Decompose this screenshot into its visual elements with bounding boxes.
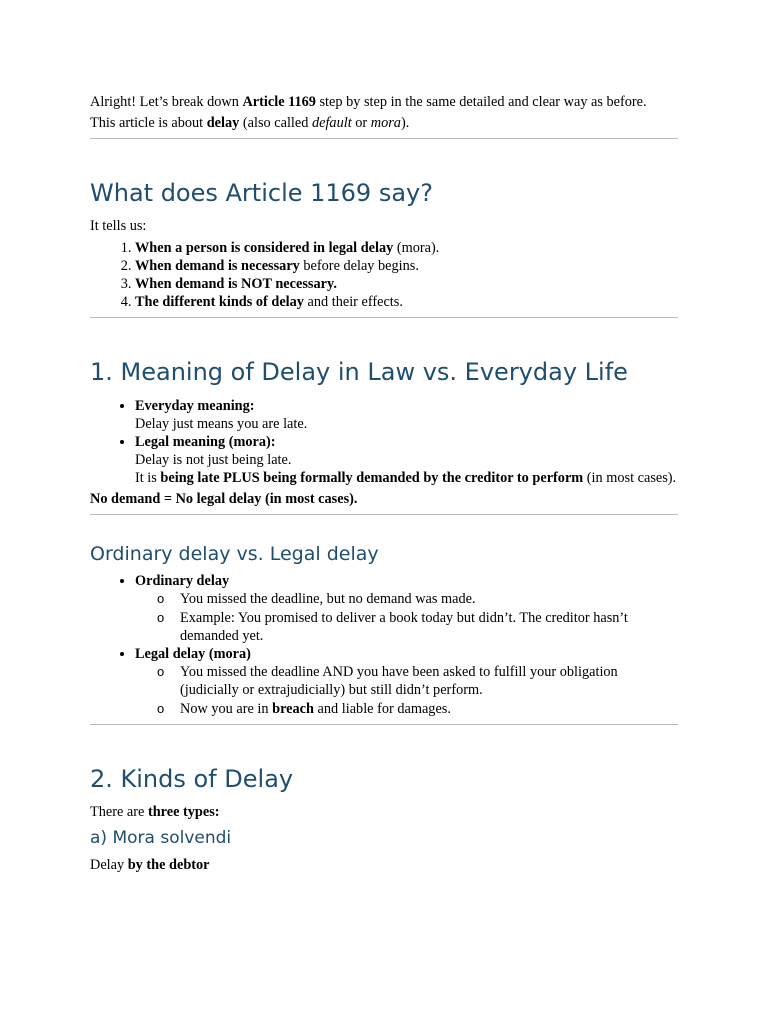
list-item: 1. When a person is considered in legal delay (mora). [135, 239, 678, 257]
mora-solvendi-description: Delay by the debtor [90, 857, 210, 873]
kinds-lead: There are three types: [90, 804, 220, 820]
section-heading-meaning: 1. Meaning of Delay in Law vs. Everyday Life [90, 358, 628, 386]
intro-paragraph: Alright! Let’s break down Article 1169 step by step in the same detailed and clear way as before. [90, 94, 647, 110]
list-item: 3. When demand is NOT necessary. [135, 275, 678, 293]
list-item: 4. The different kinds of delay and their effects. [135, 293, 678, 311]
divider [90, 317, 678, 318]
list-item: o You missed the deadline AND you have been asked to fulfill your obligation (judicially or extrajudicially) but still didn’t perform. [157, 664, 618, 698]
list-item: • Legal delay (mora) o You missed the deadline AND you have been asked to fulfill your obligation (judicially or extrajudicially) but still didn’t perform. o Now you are in breach and liable for damages. [135, 645, 678, 718]
subsection-heading-ordinary: Ordinary delay vs. Legal delay [90, 543, 379, 565]
list-item: • Ordinary delay o You missed the deadline, but no demand was made. o Example: You promised to deliver a book today but didn’t. The creditor hasn’t demanded yet. [135, 572, 678, 645]
section-lead: It tells us: [90, 218, 147, 234]
ordinary-delay-sublist [135, 590, 678, 645]
list-item: 2. When demand is necessary before delay begins. [135, 257, 678, 275]
delay-comparison-list [90, 572, 678, 718]
list-item: o Now you are in breach and liable for damages. [157, 701, 451, 717]
divider [90, 724, 678, 725]
divider [90, 514, 678, 515]
list-item: o Example: You promised to deliver a book today but didn’t. The creditor hasn’t demanded yet. [157, 610, 628, 644]
article-points-list [90, 239, 678, 311]
divider [90, 138, 678, 139]
meaning-summary: No demand = No legal delay (in most cases). [90, 491, 358, 507]
legal-delay-sublist [135, 663, 678, 718]
document-body [90, 93, 678, 874]
section-heading-what: What does Article 1169 say? [90, 179, 433, 207]
list-item: • Everyday meaning: Delay just means you are late. [135, 397, 678, 433]
intro-topic-paragraph: This article is about delay (also called default or mora). [90, 115, 410, 131]
section-heading-kinds: 2. Kinds of Delay [90, 765, 294, 793]
list-item: o You missed the deadline, but no demand was made. [157, 591, 476, 607]
list-item: • Legal meaning (mora): Delay is not just being late. It is being late PLUS being formally demanded by the creditor to perform (in most cases). [135, 433, 678, 487]
subsection-heading-mora-solvendi: a) Mora solvendi [90, 828, 232, 848]
meaning-list [90, 397, 678, 487]
